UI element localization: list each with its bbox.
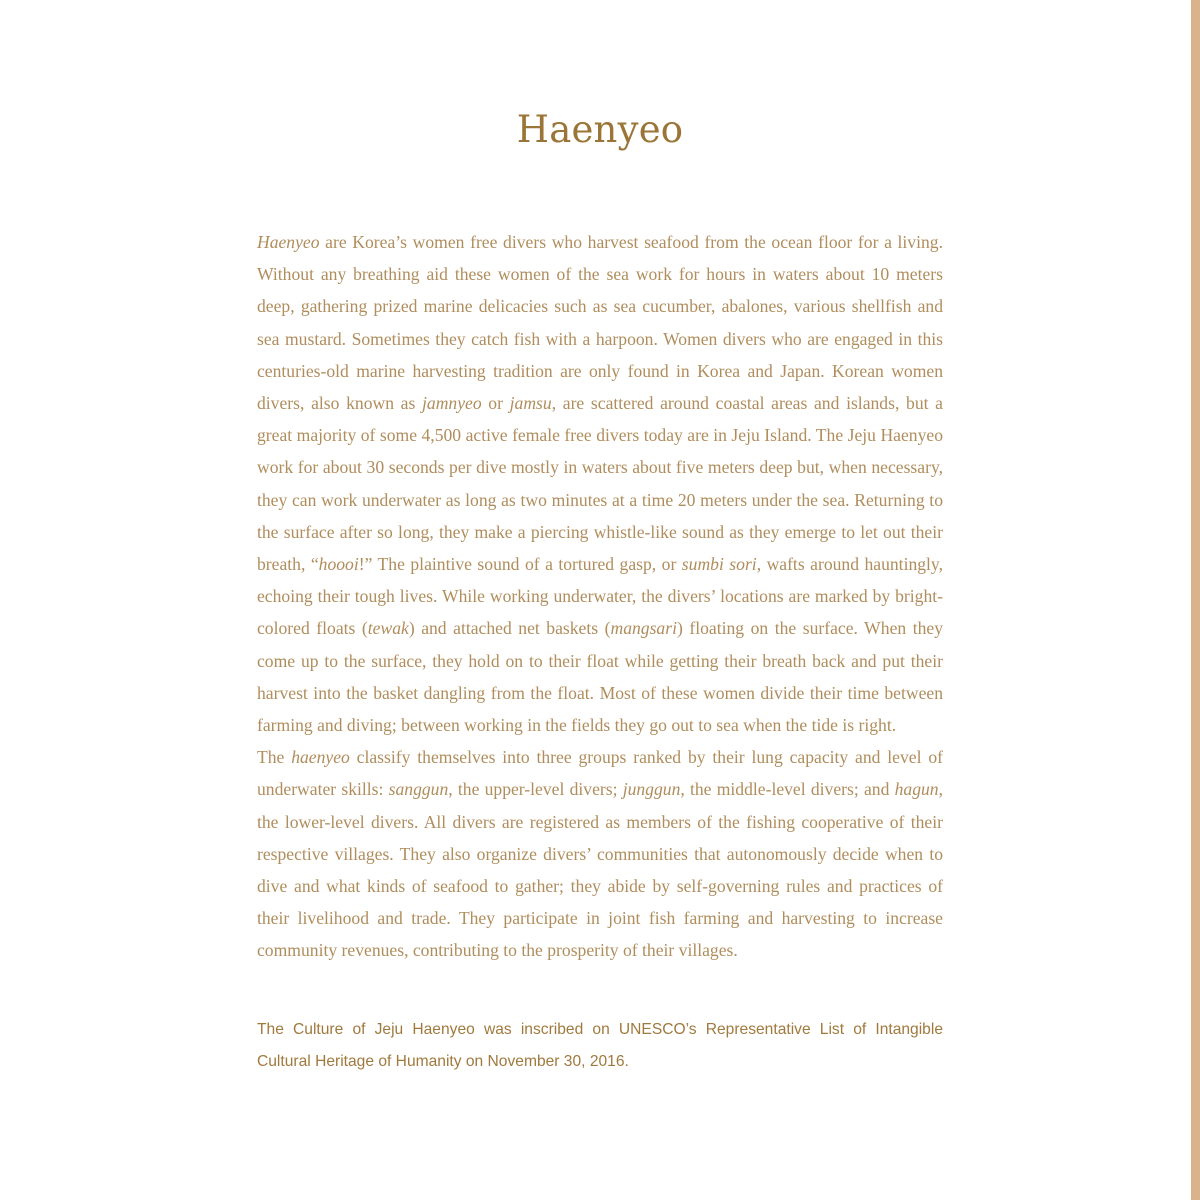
page-edge-divider (1188, 0, 1200, 1200)
text-run: , the upper-level divers; (448, 779, 623, 800)
italic-term: hoooi (318, 554, 359, 575)
italic-term: Haenyeo (257, 232, 320, 252)
text-run: , wafts around hauntingly, echoing their tough lives. While working underwater, the divers’ locations are marked by bright-colored floats ( (257, 554, 943, 639)
page-title: Haenyeo (516, 108, 684, 151)
text-run: ) floating on the surface. When they come up to the surface, they hold on to their float while getting their breath back and put their harvest into the basket dangling from the float. Most of these women divide their time between farming and diving; between working in the fields they go out to sea when the tide is right. (257, 618, 943, 736)
italic-term: mangsari (610, 618, 677, 639)
italic-term: sumbi sori (681, 554, 757, 575)
text-run: or (481, 393, 510, 414)
italic-term: hagun (894, 779, 939, 800)
text-run: ) and attached net baskets ( (408, 618, 611, 639)
italic-term: haenyeo (291, 747, 350, 768)
text-run: classify themselves into three groups ranked by their lung capacity and level of underwater skills: (257, 747, 943, 800)
text-run: are Korea’s women free divers who harvest seafood from the ocean floor for a living. Without any breathing aid these women of the sea work for hours in waters about 10 meters deep, gathering prized marine delicacies such as sea cucumber, abalones, various shellfish and sea mustard. Sometimes they catch fish with a harpoon. Women divers who are engaged in this centuries-old marine harvesting tradition are only found in Korea and Japan. Korean women divers, also known as (257, 232, 943, 414)
paragraph-2 (257, 741, 943, 966)
italic-term: jamsu (509, 393, 552, 414)
italic-term: tewak (367, 618, 409, 639)
article-body (257, 226, 943, 967)
italic-term: jamnyeo (422, 393, 482, 414)
text-run: !” The plaintive sound of a tortured gasp, or (358, 554, 682, 575)
italic-term: junggun (622, 779, 681, 800)
text-run: The (257, 747, 292, 768)
text-run: , the lower-level divers. All divers are registered as members of the fishing cooperative of their respective villages. They also organize divers’ communities that autonomously decide when to dive and what kinds of seafood to gather; they abide by self-governing rules and practices of their livelihood and trade. They participate in joint fish farming and harvesting to increase community revenues, contributing to the prosperity of their villages. (257, 779, 943, 961)
italic-term: sanggun (388, 779, 449, 800)
unesco-note (257, 1014, 943, 1078)
unesco-note-text: The Culture of Jeju Haenyeo was inscribed on UNESCO’s Representative List of Intangible Cultural Heritage of Humanity on November 30, 2016. (257, 1021, 943, 1070)
paragraph-1 (257, 226, 943, 741)
text-run: , are scattered around coastal areas and islands, but a great majority of some 4,500 active female free divers today are in Jeju Island. The Jeju Haenyeo work for about 30 seconds per dive mostly in waters about five meters deep but, when necessary, they can work underwater as long as two minutes at a time 20 meters under the sea. Returning to the surface after so long, they make a piercing whistle-like sound as they emerge to let out their breath, “ (257, 393, 943, 575)
text-run: , the middle-level divers; and (680, 779, 895, 800)
